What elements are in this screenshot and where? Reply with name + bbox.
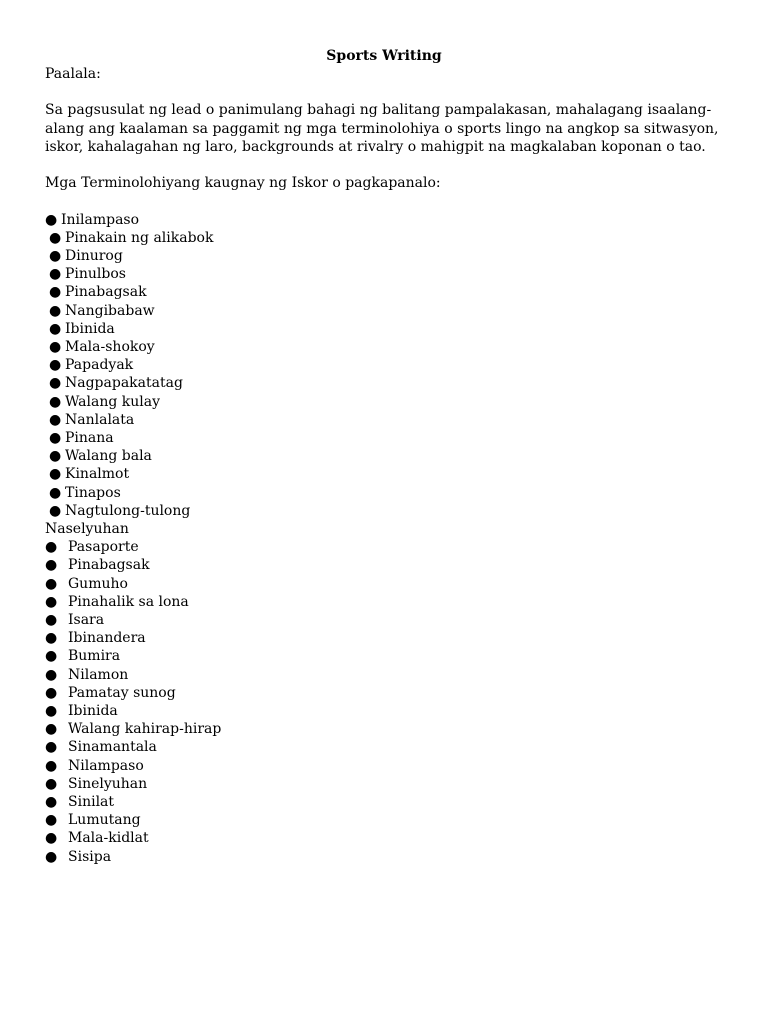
list-item — [45, 302, 735, 320]
bullet-icon: ● — [49, 375, 62, 392]
list-item — [45, 593, 735, 611]
list-item-label: Nagpapakatatag — [65, 375, 183, 392]
list-item — [45, 211, 735, 229]
spacer — [45, 83, 735, 101]
list-item-label: Pinakain ng alikabok — [65, 229, 214, 246]
bullet-icon: ● — [49, 466, 62, 483]
bullet-icon: ● — [49, 357, 62, 374]
list-item-label: Nangibabaw — [65, 302, 155, 319]
list-item-label: Nilampaso — [68, 757, 144, 774]
bullet-icon: ● — [45, 703, 58, 720]
list-item — [45, 502, 735, 520]
list-item — [45, 320, 735, 338]
list-item-label: Pasaporte — [68, 539, 139, 556]
list-item-label: Lumutang — [68, 812, 141, 829]
list-item — [45, 411, 735, 429]
list-item — [45, 429, 735, 447]
list-item — [45, 611, 735, 629]
list-item — [45, 829, 735, 847]
bullet-icon: ● — [45, 848, 58, 865]
bullet-icon: ● — [49, 229, 62, 246]
list-item — [45, 356, 735, 374]
bullet-icon: ● — [49, 393, 62, 410]
bullet-icon: ● — [45, 739, 58, 756]
bullet-icon: ● — [45, 757, 58, 774]
bullet-icon: ● — [49, 411, 62, 428]
bullet-icon: ● — [45, 557, 58, 574]
list-item-label: Pinabagsak — [68, 557, 150, 574]
list-item — [45, 556, 735, 574]
bullet-icon: ● — [49, 284, 62, 301]
bullet-icon: ● — [45, 666, 58, 683]
list-item-label: Dinurog — [65, 247, 123, 264]
list-item-label: Sinilat — [68, 794, 115, 811]
list-item — [45, 666, 735, 684]
list-item — [45, 775, 735, 793]
sealed-terms-list — [45, 538, 735, 866]
list-item-label: Walang kulay — [65, 393, 161, 410]
bullet-icon: ● — [49, 484, 62, 501]
list-item-label: Nagtulong-tulong — [65, 502, 191, 519]
spacer — [45, 156, 735, 174]
bullet-icon: ● — [45, 612, 58, 629]
list-item-label: Inilampaso — [61, 211, 140, 228]
list-item — [45, 374, 735, 392]
list-item-label: Sinelyuhan — [68, 775, 148, 792]
list-item — [45, 793, 735, 811]
bullet-icon: ● — [45, 812, 58, 829]
bullet-icon: ● — [49, 247, 62, 264]
document-title: Sports Writing — [326, 48, 442, 64]
bullet-icon: ● — [45, 648, 58, 665]
list-item-label: Tinapos — [65, 484, 121, 501]
list-item — [45, 811, 735, 829]
bullet-icon: ● — [49, 320, 62, 337]
bullet-icon: ● — [45, 684, 58, 701]
bullet-icon: ● — [45, 794, 58, 811]
list-item — [45, 283, 735, 301]
bullet-icon: ● — [49, 266, 62, 283]
list-item — [45, 684, 735, 702]
list-item-label: Bumira — [68, 648, 121, 665]
bullet-icon: ● — [45, 211, 58, 228]
bullet-icon: ● — [45, 721, 58, 738]
list-item — [45, 738, 735, 756]
bullet-icon: ● — [49, 430, 62, 447]
list-item-label: Sinamantala — [68, 739, 157, 756]
list-item-label: Kinalmot — [65, 466, 130, 483]
list-item — [45, 393, 735, 411]
list-item-label: Nanlalata — [65, 411, 135, 428]
list-item — [45, 465, 735, 483]
list-item-label: Walang kahirap-hirap — [68, 721, 222, 738]
bullet-icon: ● — [49, 502, 62, 519]
bullet-icon: ● — [45, 830, 58, 847]
list-item-label: Pinahalik sa lona — [68, 593, 189, 610]
list-item — [45, 265, 735, 283]
bullet-icon: ● — [45, 575, 58, 592]
list-item-label: Ibinida — [65, 320, 115, 337]
list-item-label: Pamatay sunog — [68, 684, 176, 701]
bullet-icon: ● — [49, 339, 62, 355]
bullet-icon: ● — [49, 302, 62, 319]
note-label: Paalala: — [45, 66, 101, 82]
list-item-label: Ibinandera — [68, 630, 146, 647]
list-item — [45, 247, 735, 265]
list-item — [45, 647, 735, 665]
list-item — [45, 575, 735, 593]
bullet-icon: ● — [45, 630, 58, 647]
list-item-label: Nilamon — [68, 666, 129, 683]
list-item — [45, 484, 735, 502]
document-body — [45, 65, 735, 866]
list-item-label: Papadyak — [65, 357, 134, 374]
list-item-label: Sisipa — [68, 848, 112, 865]
list-item — [45, 757, 735, 775]
list-item — [45, 229, 735, 247]
intro-paragraph: Sa pagsusulat ng lead o panimulang bahagi ng balitang pampalakasan, mahalagang isaalang-alang ang kaalaman sa paggamit ng mga terminolohiya o sports lingo na angkop sa sitwasyon, iskor, kahalagahan ng laro, backgrounds at rivalry o mahigpit na magkalaban koponan o tao. — [45, 102, 719, 155]
list-item-label: Isara — [68, 612, 105, 629]
list-item-label: Walang bala — [65, 448, 152, 465]
list-item — [45, 338, 735, 356]
bullet-icon: ● — [45, 593, 58, 610]
terms-heading: Mga Terminolohiyang kaugnay ng Iskor o pagkapanalo: — [45, 175, 441, 192]
list-item — [45, 538, 735, 556]
list-item — [45, 447, 735, 465]
list-item — [45, 848, 735, 866]
list-item-label: Ibinida — [68, 703, 118, 720]
list-item — [45, 629, 735, 647]
list-item-label: Gumuho — [68, 575, 128, 592]
list-item-label: Mala-shokoy — [65, 339, 155, 355]
list-item — [45, 720, 735, 738]
score-terms-list — [45, 211, 735, 520]
bullet-icon: ● — [49, 448, 62, 465]
list-item-label: Pinana — [65, 430, 114, 447]
list-item-label: Pinulbos — [65, 266, 126, 283]
bullet-icon: ● — [45, 775, 58, 792]
list-item-label: Mala-kidlat — [68, 830, 149, 847]
second-heading: Naselyuhan — [45, 521, 129, 538]
list-item — [45, 702, 735, 720]
list-item-label: Pinabagsak — [65, 284, 147, 301]
bullet-icon: ● — [45, 539, 58, 556]
spacer — [45, 192, 735, 210]
